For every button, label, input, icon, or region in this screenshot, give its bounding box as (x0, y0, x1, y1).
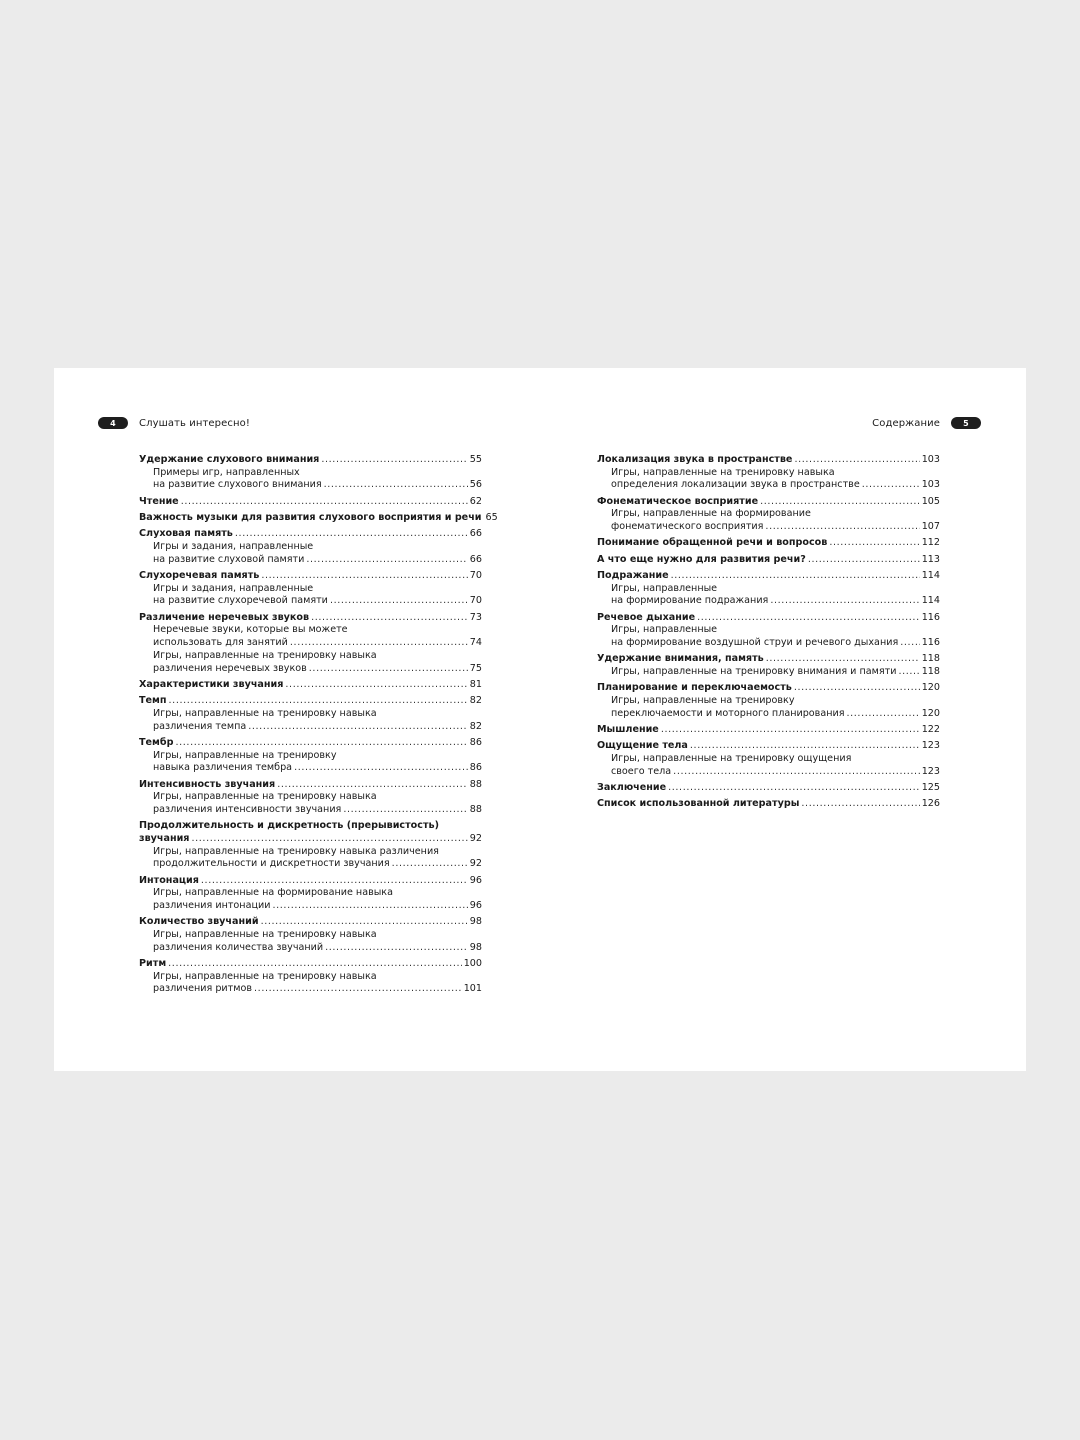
dot-leader (330, 595, 468, 608)
dot-leader (668, 782, 920, 795)
toc-entry-text: Игры и задания, направленные (153, 582, 314, 594)
toc-subentry (139, 541, 482, 566)
toc-heading (597, 782, 940, 795)
toc-heading (139, 695, 482, 708)
toc-page-number: 103 (921, 454, 940, 465)
toc-heading (139, 737, 482, 750)
toc-entry-row (153, 858, 482, 871)
toc-page-number: 86 (469, 736, 482, 748)
toc-entry-row (139, 570, 482, 583)
dot-leader (261, 916, 468, 929)
toc-entry-row (139, 496, 482, 509)
toc-entry-text: Игры, направленные (611, 624, 718, 636)
toc-heading (139, 875, 482, 888)
toc-entry-text: определения локализации звука в пространстве (611, 479, 860, 491)
toc-heading (139, 958, 482, 971)
toc-heading (597, 554, 940, 567)
toc-entry-text: на развитие слухоречевой памяти (153, 595, 328, 607)
toc-entry-text: Слухоречевая память (139, 570, 260, 581)
toc-entry-text: различения неречевых звуков (153, 662, 307, 674)
toc-page-number: 92 (469, 832, 482, 844)
toc-page-number: 55 (469, 454, 482, 465)
toc-entry-row (611, 479, 940, 492)
toc-page-number: 73 (469, 611, 482, 623)
toc-heading (139, 454, 482, 467)
toc-entry-text: Удержание слухового внимания (139, 454, 320, 465)
toc-page-number: 74 (469, 637, 482, 649)
toc-entry-text: Тембр (139, 736, 174, 748)
dot-leader (248, 721, 468, 734)
right-running-title: Содержание (872, 417, 940, 429)
dot-leader (794, 454, 919, 467)
dot-leader (673, 766, 920, 779)
toc-page-number: 101 (463, 983, 482, 995)
toc-entry-text: различения темпа (153, 720, 247, 732)
toc-entry-row (597, 537, 940, 550)
toc-heading (139, 512, 498, 525)
toc-page-number: 92 (469, 858, 482, 870)
toc-entry-text: Темп (139, 695, 167, 707)
toc-subentry (139, 650, 482, 675)
toc-heading (597, 682, 940, 695)
toc-entry-text: Характеристики звучания (139, 678, 284, 690)
toc-entry-text: Игры, направленные на тренировку навыка различения (153, 845, 439, 857)
dot-leader (760, 496, 920, 509)
toc-entry-text: Речевое дыхание (597, 611, 696, 623)
toc-entry-row (139, 679, 482, 692)
toc-page-number: 125 (921, 782, 940, 794)
dot-leader (325, 942, 468, 955)
toc-page-number: 114 (921, 595, 940, 607)
dot-leader (661, 724, 920, 737)
toc-entry-text: Игры, направленные на тренировку навыка (611, 466, 835, 478)
toc-page-number: 88 (469, 803, 482, 815)
toc-page-number: 113 (921, 553, 940, 565)
toc-entry-row (597, 612, 940, 625)
toc-page-number: 118 (921, 653, 940, 665)
dot-leader (770, 595, 919, 608)
dot-leader (808, 554, 920, 567)
toc-page-number: 56 (469, 479, 482, 491)
toc-heading (597, 537, 940, 550)
toc-entry-text: на формирование воздушной струи и речевого дыхания (611, 637, 899, 649)
toc-subentry (597, 666, 940, 679)
toc-right-column (597, 454, 940, 811)
toc-entry-text: А что еще нужно для развития речи? (597, 553, 806, 565)
toc-entry-text: на развитие слухового внимания (153, 479, 322, 491)
toc-entry-text: Интенсивность звучания (139, 778, 276, 790)
toc-subentry (139, 708, 482, 733)
toc-entry-text: продолжительности и дискретности звучания (153, 858, 390, 870)
toc-entry-row (611, 666, 940, 679)
toc-entry-row (139, 512, 498, 525)
dot-leader (169, 695, 468, 708)
toc-subentry (139, 887, 482, 912)
toc-subentry (139, 846, 482, 871)
toc-page-number: 75 (469, 662, 482, 674)
toc-entry-row (153, 637, 482, 650)
dot-leader (290, 637, 468, 650)
toc-entry-row (153, 804, 482, 817)
dot-leader (261, 570, 467, 583)
toc-entry-row (597, 454, 940, 467)
toc-entry-text: Локализация звука в пространстве (597, 454, 793, 465)
toc-entry-text: Подражание (597, 570, 669, 581)
toc-entry-row (139, 779, 482, 792)
toc-entry-row (597, 740, 940, 753)
toc-heading (139, 779, 482, 792)
toc-subentry (139, 791, 482, 816)
dot-leader (765, 521, 919, 534)
dot-leader (254, 983, 462, 996)
toc-entry-row (153, 554, 482, 567)
toc-entry-text: на развитие слуховой памяти (153, 553, 305, 565)
toc-heading (139, 820, 482, 845)
toc-subentry (139, 583, 482, 608)
toc-entry-text: Игры, направленные (611, 582, 718, 594)
toc-entry-text: Фонематическое восприятие (597, 495, 759, 507)
toc-entry-text: Слуховая память (139, 528, 233, 540)
toc-entry-text: Различение неречевых звуков (139, 611, 310, 623)
toc-entry-row (139, 612, 482, 625)
toc-entry-text: Список использованной литературы (597, 798, 800, 810)
toc-entry-text: использовать для занятий (153, 637, 288, 649)
toc-entry-text: Важность музыки для развития слухового восприятия и речи (139, 512, 482, 523)
toc-heading (139, 496, 482, 509)
toc-page-number: 62 (469, 495, 482, 507)
toc-entry-row (597, 782, 940, 795)
toc-entry-text: различения интонации (153, 900, 271, 912)
toc-entry-text: Ощущение тела (597, 740, 688, 752)
toc-heading (597, 454, 940, 467)
toc-page-number: 65 (485, 512, 498, 523)
toc-subentry (597, 695, 940, 720)
toc-entry-text: Игры, направленные на тренировку навыка (153, 707, 377, 719)
toc-page-number: 96 (469, 874, 482, 886)
toc-heading (597, 612, 940, 625)
toc-entry-text: Удержание внимания, память (597, 653, 764, 665)
toc-subentry (597, 624, 940, 649)
toc-page-number: 126 (921, 798, 940, 810)
toc-entry-text: на формирование подражания (611, 595, 769, 607)
toc-entry-row (153, 663, 482, 676)
toc-left-column (139, 454, 498, 996)
toc-entry-text: Заключение (597, 782, 667, 794)
dot-leader (801, 798, 919, 811)
dot-leader (392, 858, 468, 871)
toc-entry-text: различения ритмов (153, 983, 253, 995)
toc-entry-text: Игры, направленные на тренировку (611, 695, 795, 707)
toc-heading (139, 612, 482, 625)
dot-leader (272, 900, 467, 913)
toc-heading (139, 679, 482, 692)
dot-leader (900, 637, 919, 650)
toc-entry-row (597, 496, 940, 509)
toc-page-number: 114 (921, 570, 940, 581)
dot-leader (343, 804, 467, 817)
toc-entry-row (597, 682, 940, 695)
toc-page-number: 82 (469, 695, 482, 707)
toc-subentry (139, 750, 482, 775)
toc-entry-text: Ритм (139, 958, 167, 970)
toc-entry-row (597, 798, 940, 811)
toc-page-number: 120 (921, 707, 940, 719)
toc-entry-text: Игры и задания, направленные (153, 541, 314, 552)
toc-page-number: 122 (921, 724, 940, 736)
toc-entry-text: Примеры игр, направленных (153, 466, 300, 478)
toc-page-number: 107 (921, 521, 940, 533)
dot-leader (794, 682, 920, 695)
toc-entry-row (139, 833, 482, 846)
toc-page-number: 100 (463, 958, 482, 970)
book-spread (54, 368, 1026, 1071)
toc-entry-row (139, 737, 482, 750)
toc-page-number: 81 (469, 678, 482, 690)
left-running-title: Слушать интересно! (139, 417, 250, 429)
right-page-header (872, 416, 981, 430)
toc-page-number: 96 (469, 900, 482, 912)
toc-entry-text: Интонация (139, 874, 199, 886)
toc-entry-text: Игры, направленные на формирование навыка (153, 887, 393, 899)
toc-entry-text: звучания (139, 832, 190, 844)
toc-page-number: 103 (921, 479, 940, 491)
toc-heading (139, 528, 482, 541)
toc-page-number: 66 (469, 528, 482, 540)
dot-leader (175, 737, 467, 750)
dot-leader (168, 958, 462, 971)
toc-entry-row (153, 721, 482, 734)
toc-entry-text: Игры, направленные на тренировку навыка (153, 791, 377, 803)
toc-entry-row (611, 595, 940, 608)
dot-leader (306, 554, 467, 567)
toc-subentry (139, 971, 482, 996)
toc-entry-text: Мышление (597, 724, 659, 736)
toc-subentry (597, 753, 940, 778)
dot-leader (235, 528, 468, 541)
toc-page-number: 112 (921, 537, 940, 549)
toc-page-number: 66 (469, 553, 482, 565)
toc-entry-text: Игры, направленные на тренировку навыка (153, 970, 377, 982)
dot-leader (690, 740, 920, 753)
toc-entry-row (597, 570, 940, 583)
toc-page-number: 118 (921, 666, 940, 678)
dot-leader (277, 779, 468, 792)
toc-entry-row (597, 554, 940, 567)
toc-entry-row (139, 695, 482, 708)
toc-entry-text: Количество звучаний (139, 916, 259, 928)
toc-page-number: 105 (921, 495, 940, 507)
toc-entry-row (611, 708, 940, 721)
left-page-header (98, 416, 250, 430)
toc-entry-text: различения интенсивности звучания (153, 803, 342, 815)
toc-entry-row (611, 637, 940, 650)
toc-heading (139, 916, 482, 929)
dot-leader (846, 708, 919, 721)
toc-entry-row (611, 521, 940, 534)
dot-leader (898, 666, 919, 679)
toc-page-number: 123 (921, 765, 940, 777)
toc-page-number: 123 (921, 740, 940, 752)
toc-entry-text: Продолжительность и дискретность (прерывистость) (139, 820, 439, 832)
dot-leader (311, 612, 468, 625)
dot-leader (309, 663, 468, 676)
toc-entry-row (597, 724, 940, 737)
toc-heading (597, 798, 940, 811)
toc-entry-row (153, 762, 482, 775)
right-page-number: 5 (951, 417, 981, 429)
dot-leader (181, 496, 468, 509)
dot-leader (201, 875, 468, 888)
toc-entry-row (153, 983, 482, 996)
toc-entry-text: различения количества звучаний (153, 941, 324, 953)
toc-entry-text: фонематического восприятия (611, 521, 764, 533)
dot-leader (766, 653, 920, 666)
toc-entry-text: Игры, направленные на тренировку внимания и памяти (611, 666, 897, 678)
dot-leader (829, 537, 919, 550)
toc-subentry (597, 583, 940, 608)
toc-entry-text: Неречевые звуки, которые вы можете (153, 624, 348, 636)
toc-page-number: 98 (469, 941, 482, 953)
dot-leader (697, 612, 920, 625)
toc-page-number: 70 (469, 570, 482, 581)
toc-entry-text: переключаемости и моторного планирования (611, 707, 845, 719)
toc-subentry (139, 467, 482, 492)
toc-subentry (597, 467, 940, 492)
dot-leader (321, 454, 467, 467)
toc-entry-row (153, 900, 482, 913)
toc-heading (597, 496, 940, 509)
dot-leader (191, 833, 467, 846)
toc-entry-row (153, 595, 482, 608)
toc-page-number: 88 (469, 778, 482, 790)
toc-entry-text: Игры, направленные на тренировку (153, 749, 337, 761)
toc-entry-row (153, 942, 482, 955)
toc-heading (597, 724, 940, 737)
toc-page-number: 82 (469, 720, 482, 732)
toc-entry-text: Игры, направленные на тренировку навыка (153, 929, 377, 941)
toc-entry-row (139, 454, 482, 467)
toc-entry-row (139, 528, 482, 541)
toc-subentry (139, 929, 482, 954)
toc-entry-row (139, 958, 482, 971)
toc-entry-row (153, 479, 482, 492)
toc-page-number: 120 (921, 682, 940, 694)
toc-entry-text: Понимание обращенной речи и вопросов (597, 537, 828, 549)
toc-entry-text: Игры, направленные на тренировку ощущения (611, 753, 852, 765)
dot-leader (294, 762, 468, 775)
dot-leader (862, 479, 920, 492)
dot-leader (285, 679, 467, 692)
toc-subentry (139, 624, 482, 649)
toc-entry-text: Чтение (139, 495, 179, 507)
left-page-number: 4 (98, 417, 128, 429)
toc-entry-row (139, 916, 482, 929)
toc-entry-text: Игры, направленные на формирование (611, 508, 811, 520)
toc-heading (597, 653, 940, 666)
toc-heading (139, 570, 482, 583)
toc-entry-row (611, 766, 940, 779)
toc-entry-text: навыка различения тембра (153, 762, 293, 774)
toc-entry-row (139, 875, 482, 888)
toc-entry-text: Планирование и переключаемость (597, 682, 792, 694)
toc-page-number: 86 (469, 762, 482, 774)
toc-heading (597, 740, 940, 753)
toc-subentry (597, 508, 940, 533)
toc-page-number: 98 (469, 916, 482, 928)
toc-entry-text: своего тела (611, 765, 672, 777)
toc-entry-text: Игры, направленные на тренировку навыка (153, 649, 377, 661)
toc-entry-row (597, 653, 940, 666)
toc-page-number: 70 (469, 595, 482, 607)
toc-heading (597, 570, 940, 583)
dot-leader (671, 570, 920, 583)
dot-leader (324, 479, 468, 492)
toc-page-number: 116 (921, 637, 940, 649)
toc-page-number: 116 (921, 611, 940, 623)
